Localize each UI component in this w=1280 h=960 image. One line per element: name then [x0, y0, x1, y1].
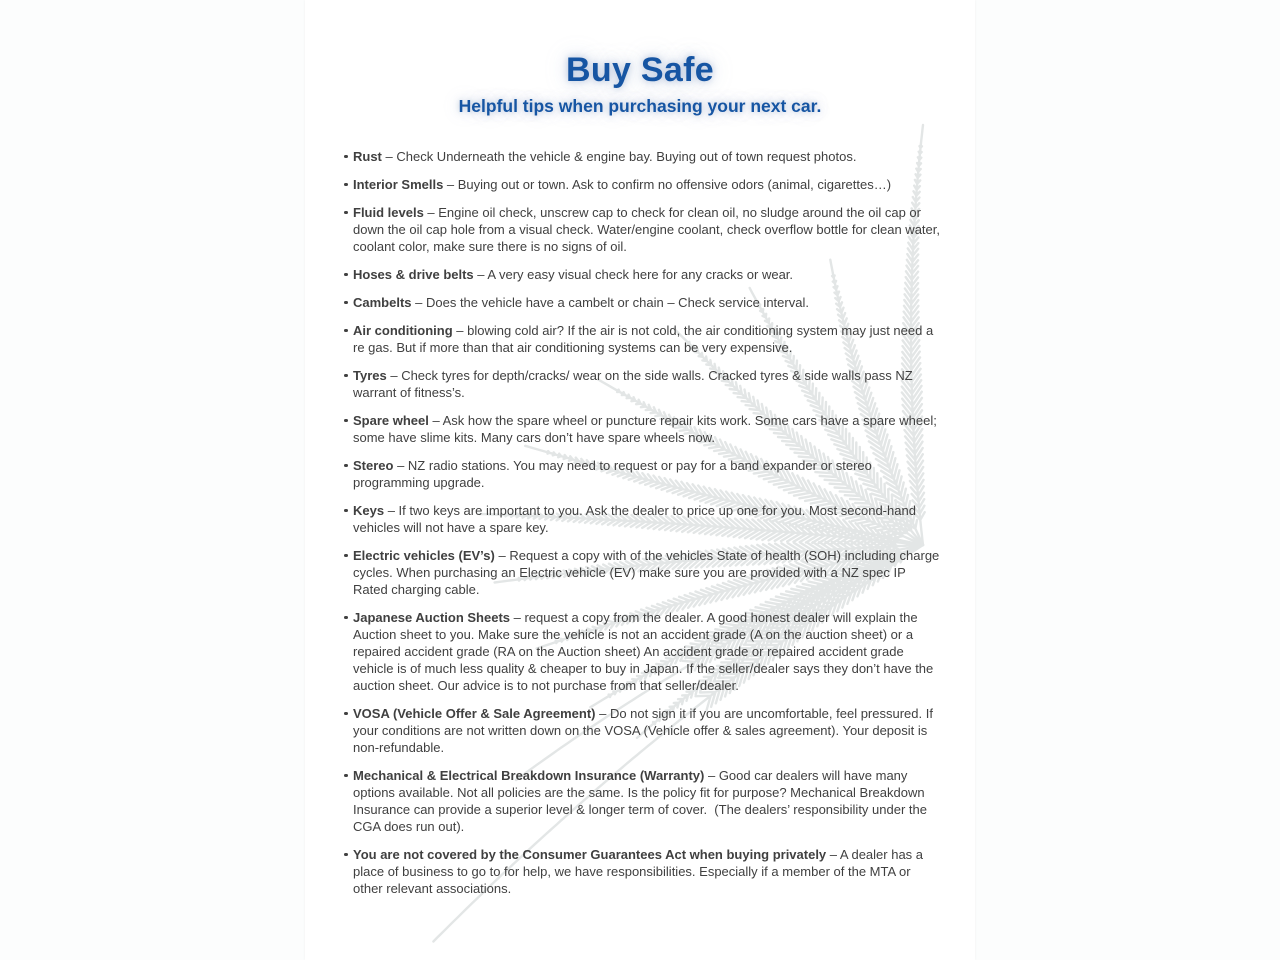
list-item — [344, 322, 941, 356]
tip-term: Stereo — [353, 458, 394, 473]
tip-description: – A very easy visual check here for any cracks or wear. — [473, 267, 794, 282]
tips-list — [305, 148, 975, 948]
tip-description: – Check Underneath the vehicle & engine bay. Buying out of town request photos. — [381, 149, 857, 164]
tip-term: Air conditioning — [353, 323, 453, 338]
tip-description: – Request a copy with of the vehicles State of health (SOH) including charge cycles. When purchasing an Electric vehicle (EV) make sure you are provided with a NZ spec IP Rated charging cable. — [353, 548, 943, 597]
tip-description: – Does the vehicle have a cambelt or chain – Check service interval. — [411, 295, 809, 310]
tip-description: – If two keys are important to you. Ask the dealer to price up one for you. Most second-hand vehicles will not have a spare key. — [353, 503, 920, 535]
tip-description: – Engine oil check, unscrew cap to check for clean oil, no sludge around the oil cap or down the oil cap hole from a visual check. Water/engine coolant, check overflow bottle for clean water, coolant color, make sure there is no signs of oil. — [353, 205, 944, 254]
tip-description: – NZ radio stations. You may need to request or pay for a band expander or stereo programming upgrade. — [353, 458, 876, 490]
tip-term: VOSA (Vehicle Offer & Sale Agreement) — [353, 706, 596, 721]
tip-term: Fluid levels — [353, 205, 424, 220]
tip-term: Mechanical & Electrical Breakdown Insurance (Warranty) — [353, 768, 705, 783]
list-item — [344, 266, 941, 283]
list-item — [344, 176, 941, 193]
tip-description: – Check tyres for depth/cracks/ wear on the side walls. Cracked tyres & side walls pass NZ warrant of fitness’s. — [353, 368, 917, 400]
page-subtitle: Helpful tips when purchasing your next car. — [458, 96, 822, 116]
tip-term: Electric vehicles (EV’s) — [353, 548, 495, 563]
list-item — [344, 367, 941, 401]
page-title: Buy Safe — [566, 51, 714, 89]
tip-term: Tyres — [353, 368, 387, 383]
tip-description: – request a copy from the dealer. A good honest dealer will explain the Auction sheet to you. Make sure the vehicle is not an accident grade (A on the auction sheet) or a repaired accident grade (RA on the Auction sheet) An accident grade or repaired accident grade vehicle is of much less quality & cheaper to buy in Japan. If the seller/dealer says they don’t have the auction sheet. Our advice is to not purchase from that seller/dealer. — [353, 610, 937, 693]
tip-description: – Buying out or town. Ask to confirm no offensive odors (animal, cigarettes…) — [443, 177, 892, 192]
tip-description: – Good car dealers will have many options available. Not all policies are the same. Is the policy fit for purpose? Mechanical Breakdown Insurance can provide a superior level & longer term of cover. (The dealers’ responsibility under the CGA does run out). — [353, 768, 931, 834]
tip-term: Cambelts — [353, 295, 412, 310]
tip-description: – blowing cold air? If the air is not cold, the air conditioning system may just need a re gas. But if more than that air conditioning systems can be very expensive. — [353, 323, 937, 355]
tip-description: – Ask how the spare wheel or puncture repair kits work. Some cars have a spare wheel; some have slime kits. Many cars don’t have spare wheels now. — [353, 413, 941, 445]
tip-term: Rust — [353, 149, 382, 164]
list-item — [344, 457, 941, 491]
list-item — [344, 609, 941, 694]
list-item — [344, 846, 941, 897]
tip-term: Spare wheel — [353, 413, 429, 428]
tip-term: You are not covered by the Consumer Guarantees Act when buying privately — [353, 847, 827, 862]
document-page — [305, 0, 975, 960]
page-header — [305, 0, 975, 117]
list-item — [344, 767, 941, 835]
tip-term: Keys — [353, 503, 385, 518]
tip-term: Japanese Auction Sheets — [353, 610, 511, 625]
list-item — [344, 547, 941, 598]
list-item — [344, 204, 944, 255]
list-item — [344, 412, 941, 446]
list-item — [344, 705, 941, 756]
list-item — [344, 148, 941, 165]
tip-term: Hoses & drive belts — [353, 267, 474, 282]
list-item — [344, 294, 941, 311]
tip-description: – Do not sign it if you are uncomfortable, feel pressured. If your conditions are not written down on the VOSA (Vehicle offer & sales agreement). Your deposit is non-refundable. — [353, 706, 937, 755]
tip-term: Interior Smells — [353, 177, 444, 192]
list-item — [344, 502, 941, 536]
tip-description: – A dealer has a place of business to go to for help, we have responsibilities. Especially if a member of the MTA or other relevant associations. — [353, 847, 927, 896]
